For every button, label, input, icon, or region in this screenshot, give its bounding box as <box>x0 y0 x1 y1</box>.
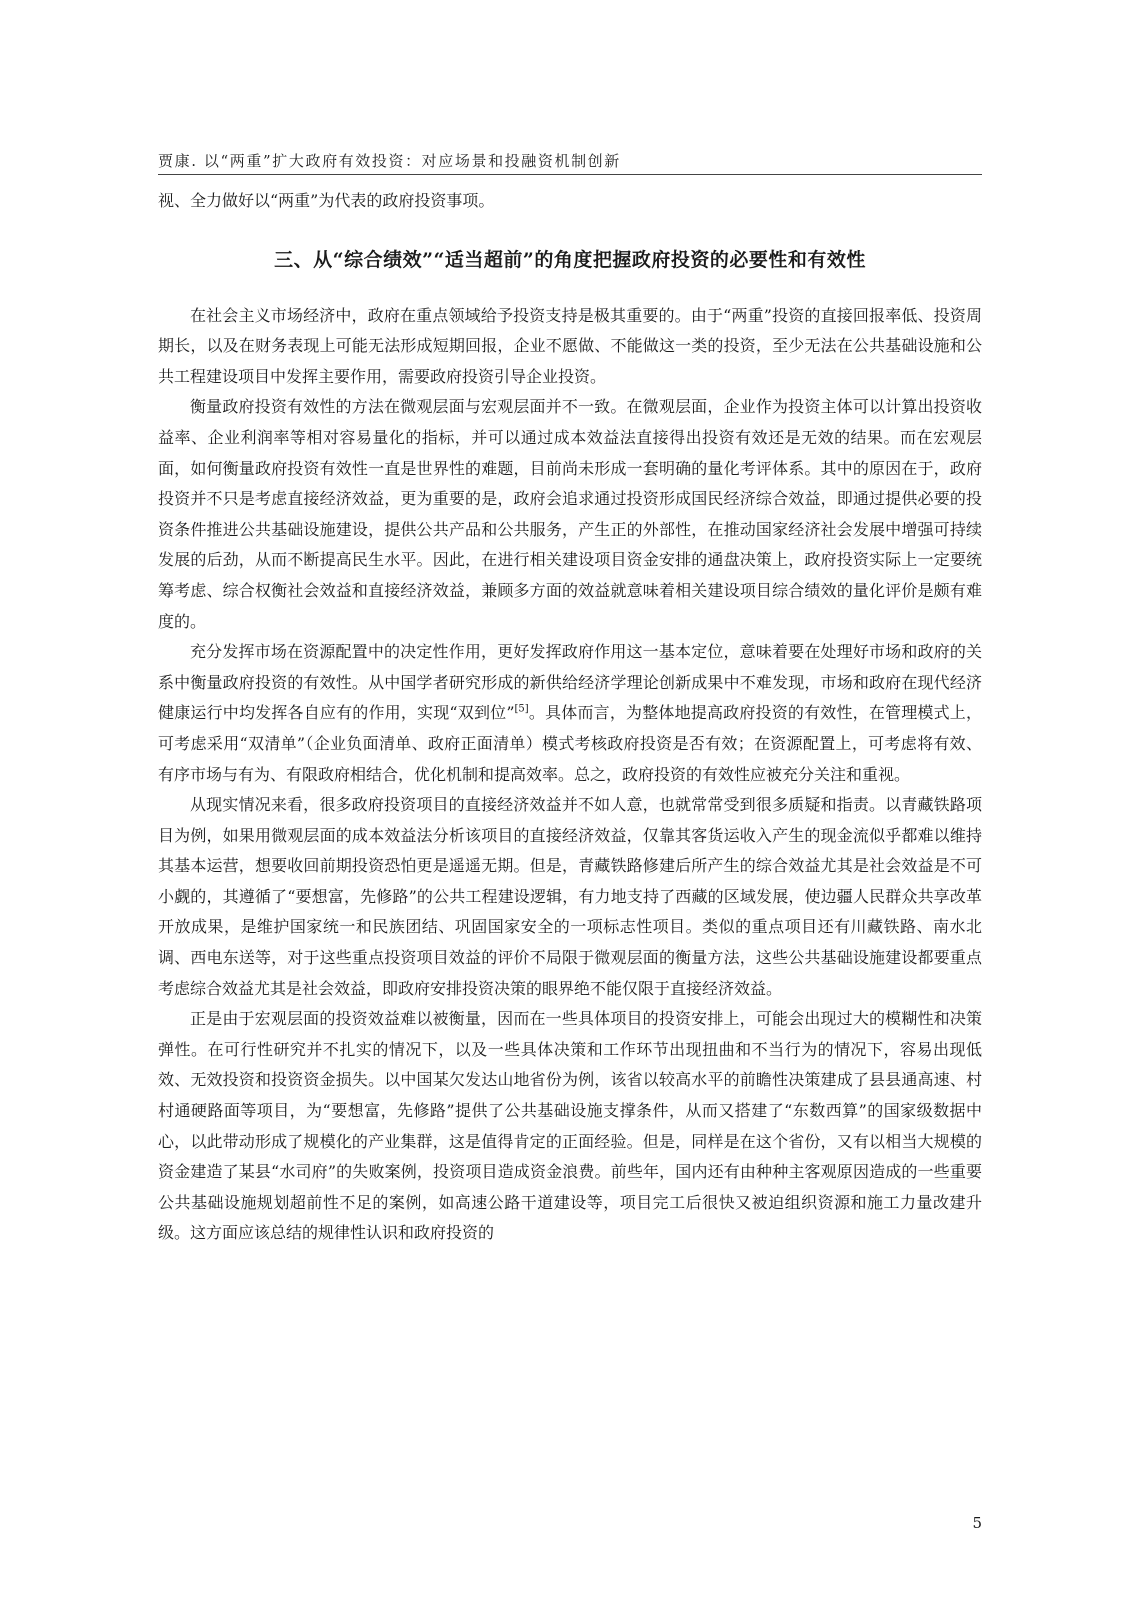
paragraph-3-text-b: 。具体而言，为整体地提高政府投资的有效性，在管理模式上，可考虑采用“双清单”（企业负面清单、政府正面清单）模式考核政府投资是否有效；在资源配置上，可考虑将有效、有序市场与有为、有限政府相结合，优化机制和提高效率。总之，政府投资的有效性应被充分关注和重视。 <box>158 703 982 784</box>
paragraph-3 <box>158 637 982 790</box>
continued-paragraph: 视、全力做好以“两重”为代表的政府投资事项。 <box>158 191 495 210</box>
paragraph-3-text-a: 充分发挥市场在资源配置中的决定性作用，更好发挥政府作用这一基本定位，意味着要在处理好市场和政府的关系中衡量政府投资的有效性。从中国学者研究形成的新供给经济学理论创新成果中不难发现，市场和政府在现代经济健康运行中均发挥各自应有的作用，实现“双到位” <box>158 642 982 723</box>
citation-reference: [5] <box>514 703 529 715</box>
header-divider <box>158 174 982 175</box>
paragraph-2: 衡量政府投资有效性的方法在微观层面与宏观层面并不一致。在微观层面，企业作为投资主体可以计算出投资收益率、企业利润率等相对容易量化的指标，并可以通过成本效益法直接得出投资有效还是无效的结果。而在宏观层面，如何衡量政府投资有效性一直是世界性的难题，目前尚未形成一套明确的量化考评体系。其中的原因在于，政府投资并不只是考虑直接经济效益，更为重要的是，政府会追求通过投资形成国民经济综合效益，即通过提供必要的投资条件推进公共基础设施建设，提供公共产品和公共服务，产生正的外部性，在推动国家经济社会发展中增强可持续发展的后劲，从而不断提高民生水平。因此，在进行相关建设项目资金安排的通盘决策上，政府投资实际上一定要统筹考虑、综合权衡社会效益和直接经济效益，兼顾多方面的效益就意味着相关建设项目综合绩效的量化评价是颇有难度的。 <box>158 397 982 631</box>
running-header-title: 贾康. 以“两重”扩大政府有效投资：对应场景和投融资机制创新 <box>158 152 621 170</box>
page-number: 5 <box>972 1514 982 1532</box>
paragraph-5: 正是由于宏观层面的投资效益难以被衡量，因而在一些具体项目的投资安排上，可能会出现过大的模糊性和决策弹性。在可行性研究并不扎实的情况下，以及一些具体决策和工作环节出现扭曲和不当行为的情况下，容易出现低效、无效投资和投资资金损失。以中国某欠发达山地省份为例，该省以较高水平的前瞻性决策建成了县县通高速、村村通硬路面等项目，为“要想富，先修路”提供了公共基础设施支撑条件，从而又搭建了“东数西算”的国家级数据中心，以此带动形成了规模化的产业集群，这是值得肯定的正面经验。但是，同样是在这个省份，又有以相当大规模的资金建造了某县“水司府”的失败案例，投资项目造成资金浪费。前些年，国内还有由种种主客观原因造成的一些重要公共基础设施规划超前性不足的案例，如高速公路干道建设等，项目完工后很快又被迫组织资源和施工力量改建升级。这方面应该总结的规律性认识和政府投资的 <box>158 1009 982 1243</box>
paragraph-4: 从现实情况来看，很多政府投资项目的直接经济效益并不如人意，也就常常受到很多质疑和指责。以青藏铁路项目为例，如果用微观层面的成本效益法分析该项目的直接经济效益，仅靠其客货运收入产生的现金流似乎都难以维持其基本运营，想要收回前期投资恐怕更是遥遥无期。但是，青藏铁路修建后所产生的综合效益尤其是社会效益是不可小觑的，其遵循了“要想富，先修路”的公共工程建设逻辑，有力地支持了西藏的区域发展，使边疆人民群众共享改革开放成果，是维护国家统一和民族团结、巩固国家安全的一项标志性项目。类似的重点项目还有川藏铁路、南水北调、西电东送等，对于这些重点投资项目效益的评价不局限于微观层面的衡量方法，这些公共基础设施建设都要重点考虑综合效益尤其是社会效益，即政府安排投资决策的眼界绝不能仅限于直接经济效益。 <box>158 795 982 998</box>
paragraph-1: 在社会主义市场经济中，政府在重点领域给予投资支持是极其重要的。由于“两重”投资的直接回报率低、投资周期长，以及在财务表现上可能无法形成短期回报，企业不愿做、不能做这一类的投资，至少无法在公共基础设施和公共工程建设项目中发挥主要作用，需要政府投资引导企业投资。 <box>158 305 982 386</box>
article-body <box>158 186 982 1249</box>
section-heading: 三、从“综合绩效”“适当超前”的角度把握政府投资的必要性和有效性 <box>274 248 866 271</box>
